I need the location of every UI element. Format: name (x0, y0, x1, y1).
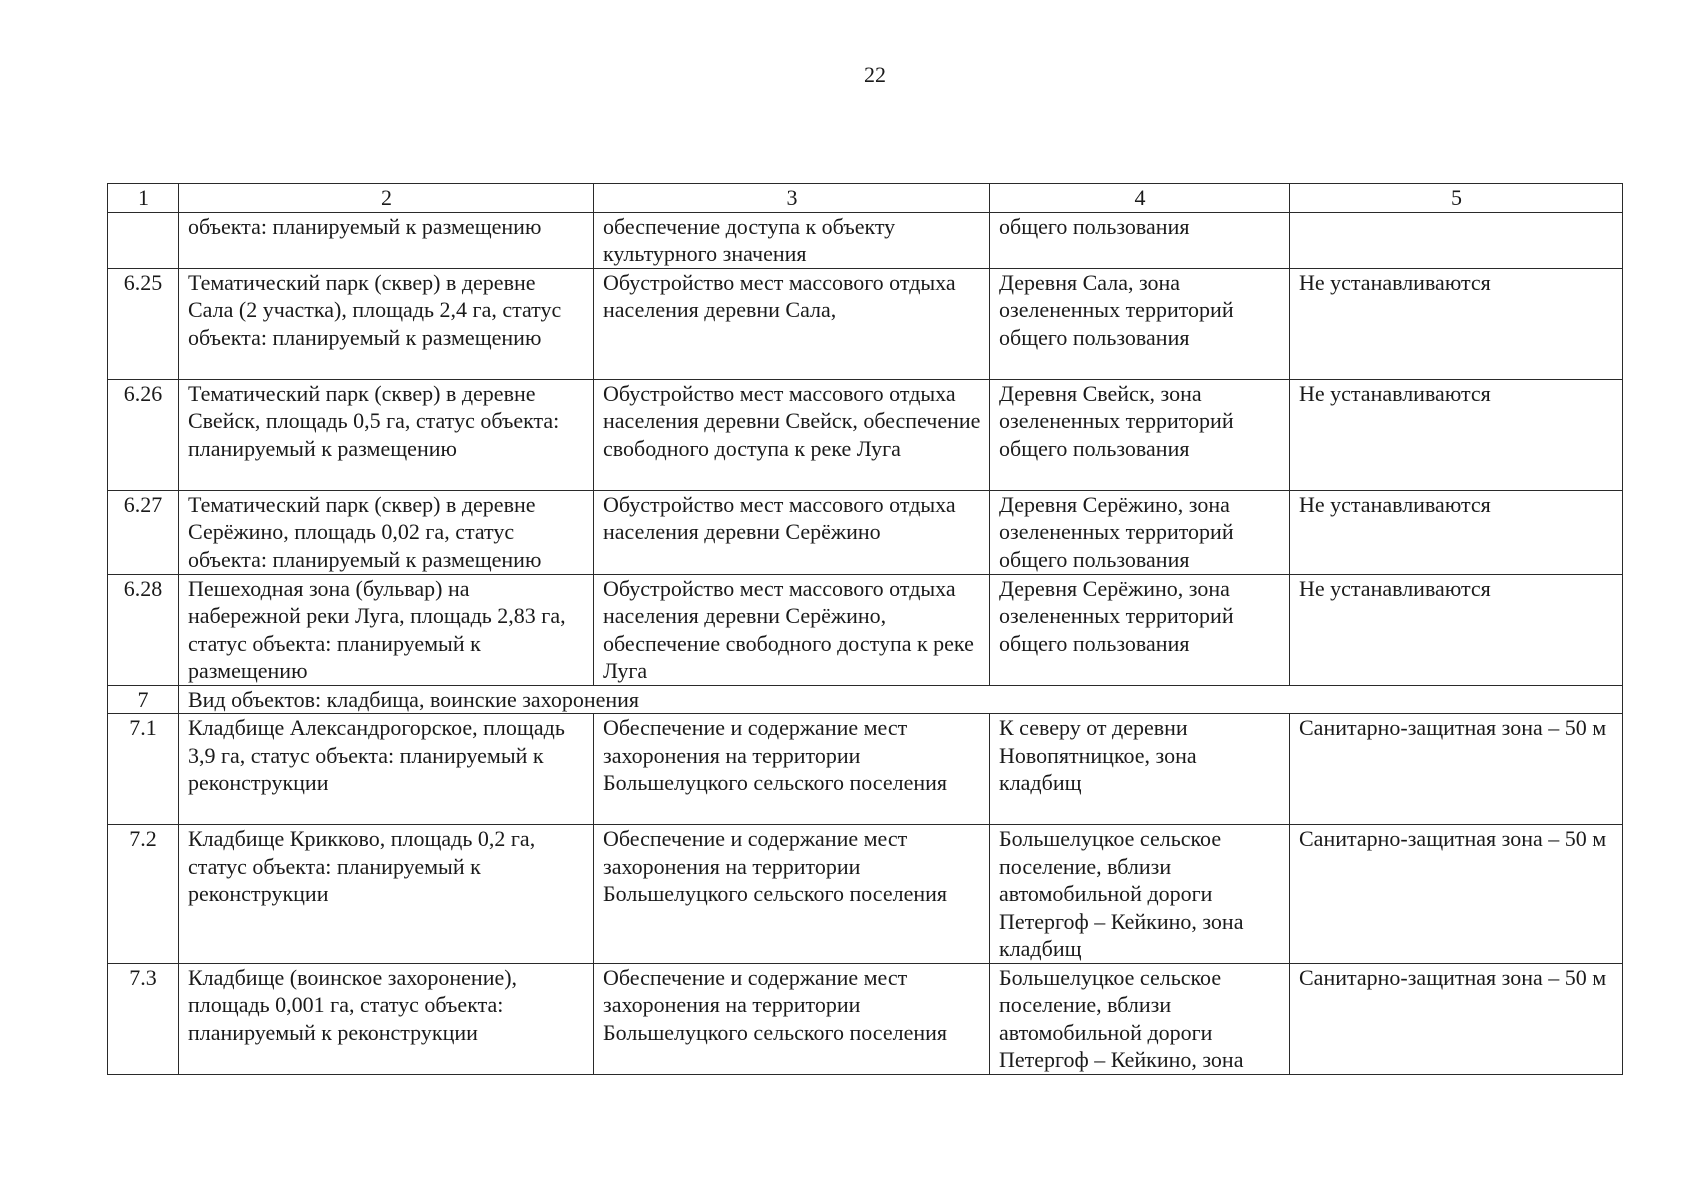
location-cell: Деревня Свейск, зона озелененных территорий общего пользования (990, 379, 1290, 490)
object-name-cell: Кладбище Александрогорское, площадь 3,9 га, статус объекта: планируемый к реконструкции (179, 714, 594, 825)
table-row (108, 963, 1623, 1074)
table-row (108, 379, 1623, 490)
location-cell: Большелуцкое сельское поселение, вблизи автомобильной дороги Петергоф – Кейкино, зона (990, 963, 1290, 1074)
zone-cell: Не устанавливаются (1290, 379, 1623, 490)
section-title: Вид объектов: кладбища, воинские захоронения (179, 685, 1623, 714)
location-cell: Деревня Серёжино, зона озелененных территорий общего пользования (990, 490, 1290, 574)
object-name-cell: Кладбище (воинское захоронение), площадь 0,001 га, статус объекта: планируемый к реконструкции (179, 963, 594, 1074)
zone-cell: Не устанавливаются (1290, 490, 1623, 574)
zone-cell: Не устанавливаются (1290, 574, 1623, 685)
table-row (108, 574, 1623, 685)
purpose-cell: Обустройство мест массового отдыха населения деревни Серёжино, обеспечение свободного доступа к реке Луга (594, 574, 990, 685)
object-name-cell: Тематический парк (сквер) в деревне Сала (2 участка), площадь 2,4 га, статус объекта: планируемый к размещению (179, 268, 594, 379)
object-name-cell: Пешеходная зона (бульвар) на набережной реки Луга, площадь 2,83 га, статус объекта: планируемый к размещению (179, 574, 594, 685)
table-row (108, 490, 1623, 574)
location-cell: Деревня Серёжино, зона озелененных территорий общего пользования (990, 574, 1290, 685)
page-number: 22 (864, 62, 886, 87)
row-number: 7.1 (108, 714, 179, 825)
object-name-cell: Тематический парк (сквер) в деревне Серёжино, площадь 0,02 га, статус объекта: планируемый к размещению (179, 490, 594, 574)
table-row (108, 212, 1623, 268)
object-name-cell: объекта: планируемый к размещению (179, 212, 594, 268)
objects-table (107, 183, 1623, 1075)
table-row (108, 714, 1623, 825)
location-cell: Большелуцкое сельское поселение, вблизи автомобильной дороги Петергоф – Кейкино, зона кладбищ (990, 825, 1290, 964)
column-header-5: 5 (1290, 184, 1623, 213)
column-header-2: 2 (179, 184, 594, 213)
row-number (108, 212, 179, 268)
object-name-cell: Тематический парк (сквер) в деревне Свейск, площадь 0,5 га, статус объекта: планируемый к размещению (179, 379, 594, 490)
zone-cell (1290, 212, 1623, 268)
row-number: 7.2 (108, 825, 179, 964)
section-row (108, 685, 1623, 714)
zone-cell: Санитарно-защитная зона – 50 м (1290, 714, 1623, 825)
purpose-cell: Обустройство мест массового отдыха населения деревни Свейск, обеспечение свободного доступа к реке Луга (594, 379, 990, 490)
table-row (108, 825, 1623, 964)
zone-cell: Санитарно-защитная зона – 50 м (1290, 825, 1623, 964)
location-cell: Деревня Сала, зона озелененных территорий общего пользования (990, 268, 1290, 379)
location-cell: общего пользования (990, 212, 1290, 268)
row-number: 6.27 (108, 490, 179, 574)
table-row (108, 268, 1623, 379)
column-header-3: 3 (594, 184, 990, 213)
purpose-cell: Обеспечение и содержание мест захоронения на территории Большелуцкого сельского поселения (594, 825, 990, 964)
purpose-cell: Обеспечение и содержание мест захоронения на территории Большелуцкого сельского поселения (594, 714, 990, 825)
row-number: 6.26 (108, 379, 179, 490)
purpose-cell: Обустройство мест массового отдыха населения деревни Серёжино (594, 490, 990, 574)
location-cell: К северу от деревни Новопятницкое, зона кладбищ (990, 714, 1290, 825)
row-number: 7.3 (108, 963, 179, 1074)
purpose-cell: Обустройство мест массового отдыха населения деревни Сала, (594, 268, 990, 379)
row-number: 6.25 (108, 268, 179, 379)
column-header-1: 1 (108, 184, 179, 213)
section-number: 7 (108, 685, 179, 714)
purpose-cell: обеспечение доступа к объекту культурного значения (594, 212, 990, 268)
row-number: 6.28 (108, 574, 179, 685)
purpose-cell: Обеспечение и содержание мест захоронения на территории Большелуцкого сельского поселения (594, 963, 990, 1074)
zone-cell: Санитарно-защитная зона – 50 м (1290, 963, 1623, 1074)
object-name-cell: Кладбище Крикково, площадь 0,2 га, статус объекта: планируемый к реконструкции (179, 825, 594, 964)
zone-cell: Не устанавливаются (1290, 268, 1623, 379)
column-header-4: 4 (990, 184, 1290, 213)
table-header-row (108, 184, 1623, 213)
